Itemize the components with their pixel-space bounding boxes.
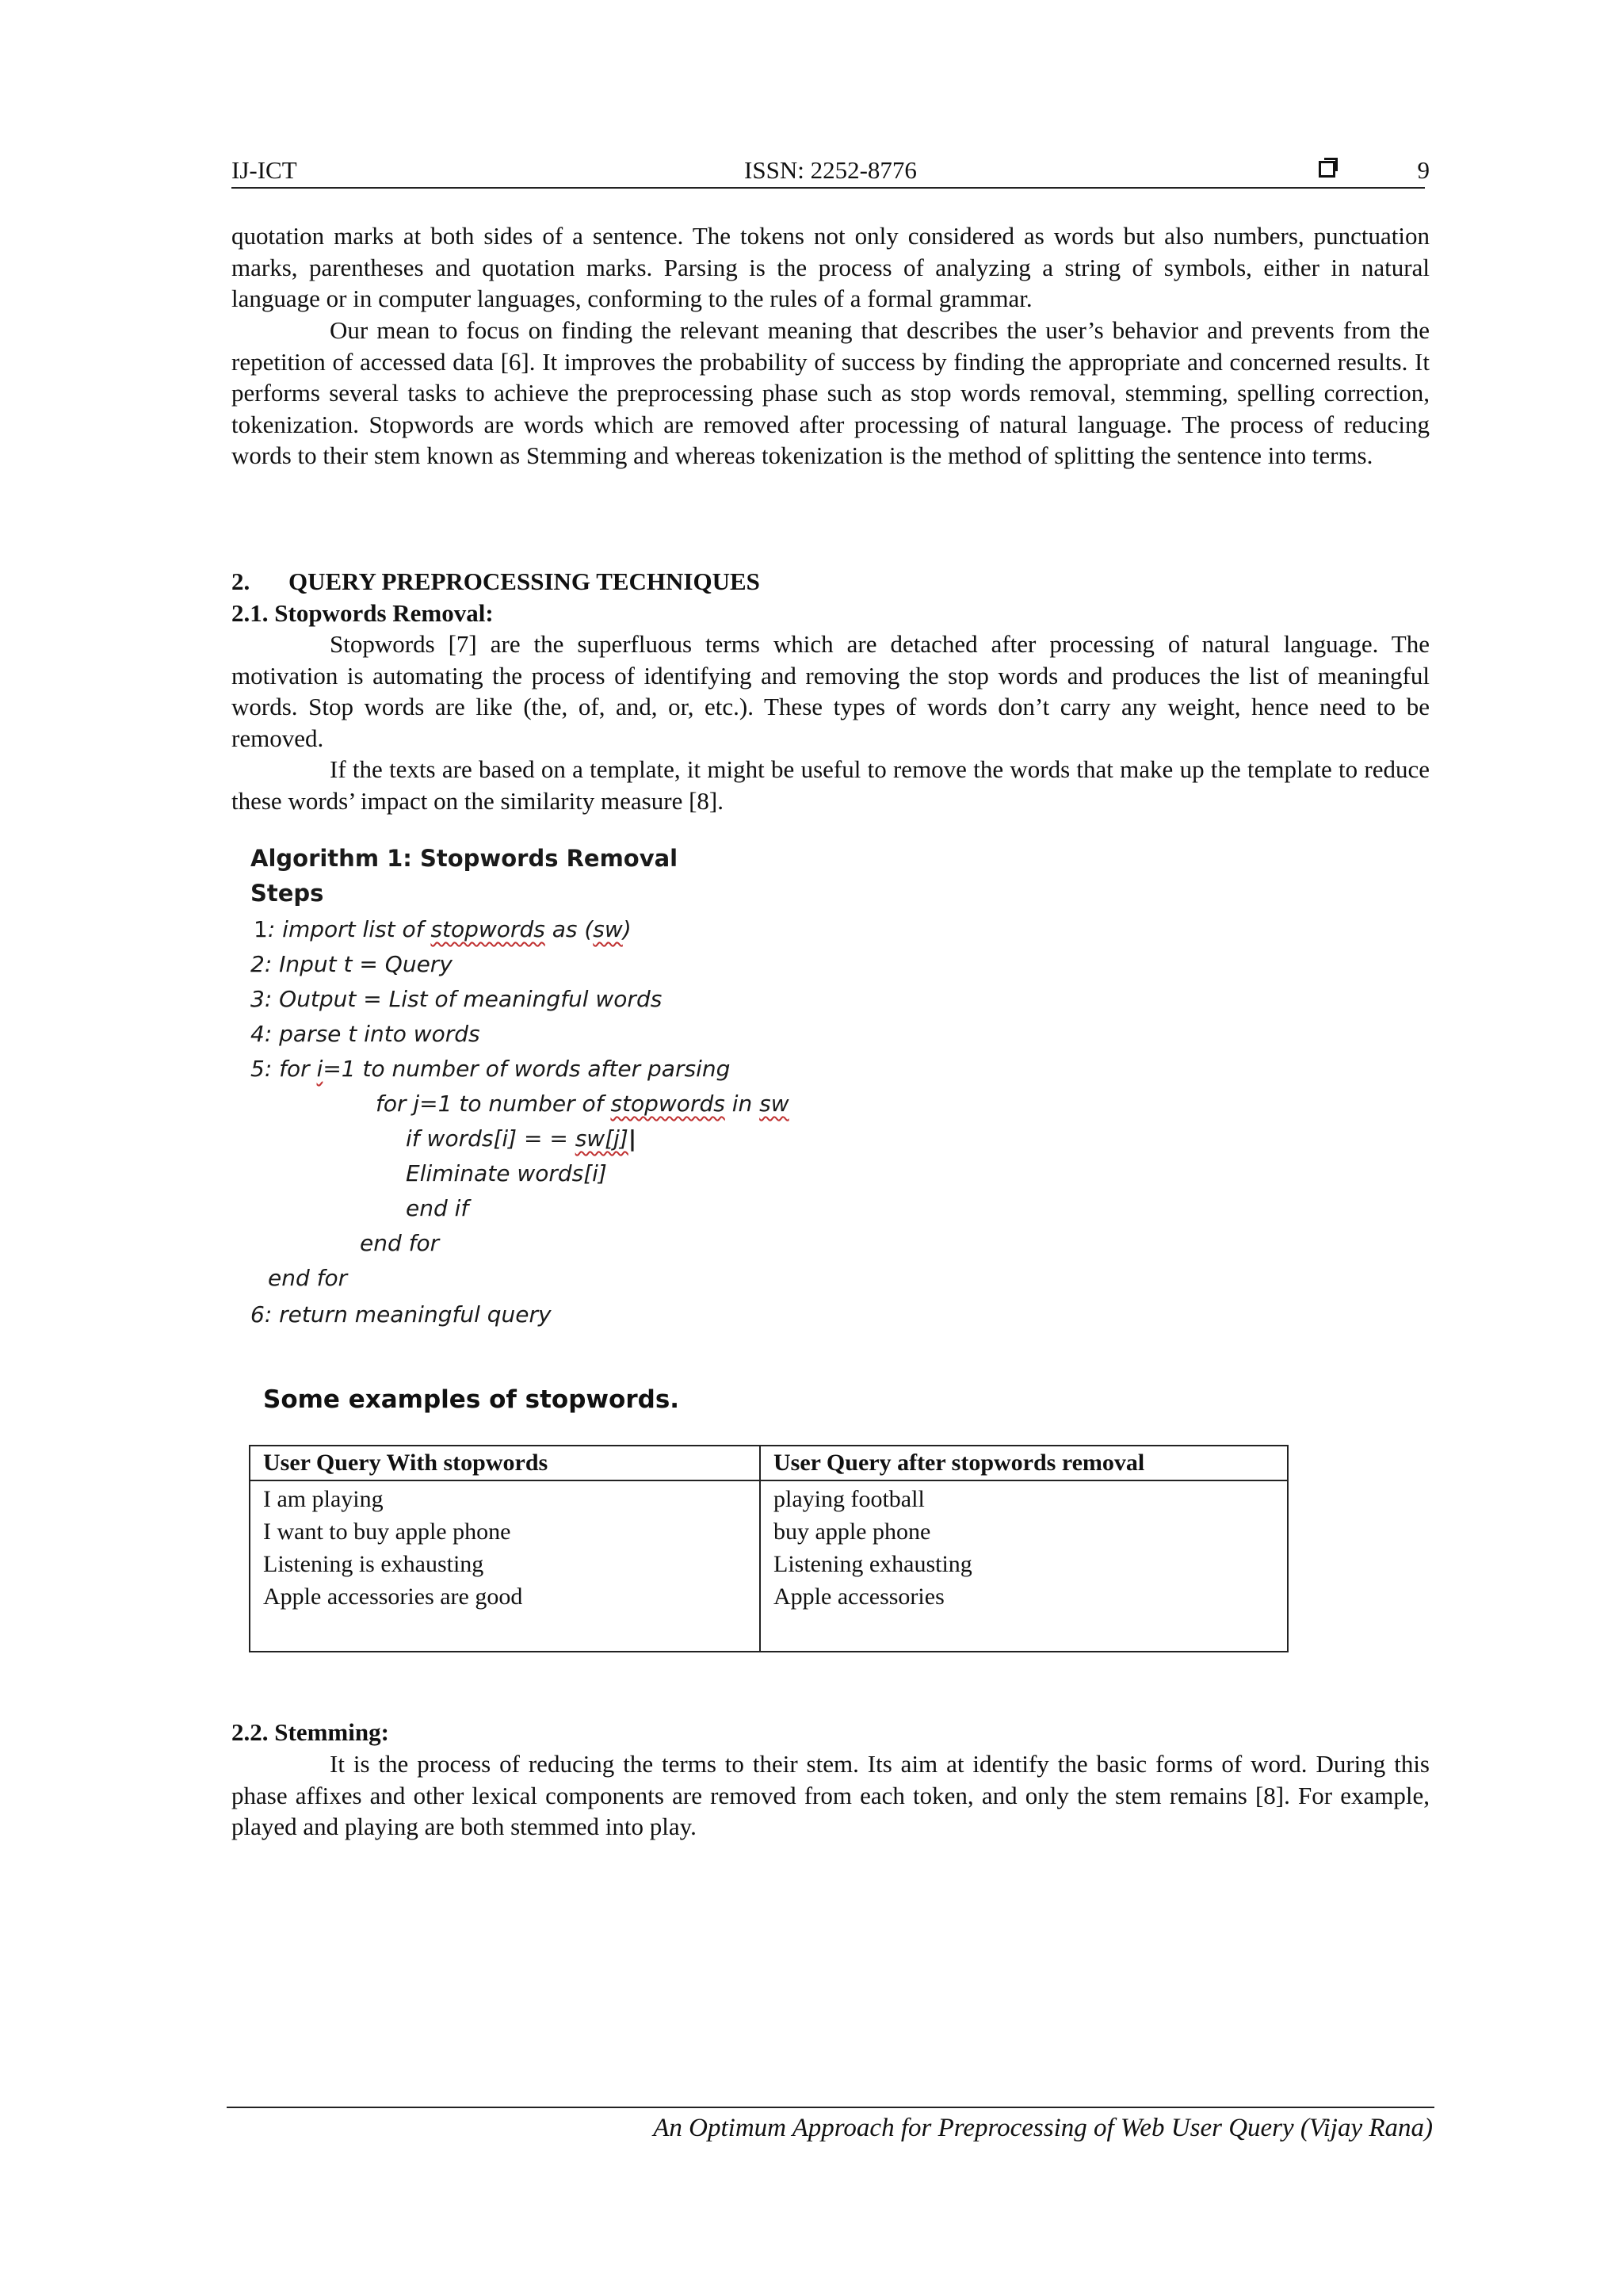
algorithm-condition: if words[i] = = sw[j]| xyxy=(406,1125,637,1152)
table-cell: I am playing xyxy=(263,1486,384,1512)
journal-name: IJ-ICT xyxy=(231,156,297,184)
header-rule xyxy=(231,187,1425,189)
section-heading xyxy=(231,566,760,598)
algorithm-step-1: 1: import list of stopwords as (sw) xyxy=(254,916,632,942)
algorithm-title: Algorithm 1: Stopwords Removal xyxy=(250,845,678,872)
table-header-with-stopwords: User Query With stopwords xyxy=(263,1450,548,1476)
table-cell: buy apple phone xyxy=(773,1519,931,1545)
algorithm-step-3: 3: Output = List of meaningful words xyxy=(250,986,663,1012)
text-cursor: | xyxy=(628,1125,637,1152)
algorithm-step-2: 2: Input t = Query xyxy=(250,951,453,977)
checkbox-square-icon xyxy=(1319,161,1335,178)
algorithm-end-if: end if xyxy=(406,1195,469,1221)
table-header-after-removal: User Query after stopwords removal xyxy=(773,1450,1145,1476)
subsection-heading-stemming: 2.2. Stemming: xyxy=(231,1718,389,1746)
page-number: 9 xyxy=(1417,156,1430,184)
table-column-with-stopwords xyxy=(263,1483,522,1613)
table-header-divider xyxy=(250,1480,1287,1481)
algorithm-inner-loop: for j=1 to number of stopwords in sw xyxy=(376,1091,789,1117)
intro-paragraph-1: quotation marks at both sides of a sentence. The tokens not only considered as words but also numbers, punctuation marks, parentheses and quotation marks. Parsing is the process of analyzing a string of symbols, either in natural language or in computer languages, conforming to the rules of a formal grammar. xyxy=(231,222,1430,313)
algorithm-step-6: 6: return meaningful query xyxy=(250,1301,552,1328)
footer-rule xyxy=(227,2107,1434,2108)
issn: ISSN: 2252-8776 xyxy=(744,156,917,184)
examples-caption: Some examples of stopwords. xyxy=(263,1385,680,1414)
algorithm-steps-label: Steps xyxy=(250,880,324,907)
stopwords-paragraph-2: If the texts are based on a template, it might be useful to remove the words that make up the template to reduce these words’ impact on the similarity measure [8]. xyxy=(231,755,1430,815)
algorithm-eliminate: Eliminate words[i] xyxy=(406,1160,607,1186)
algorithm-end-for-inner: end for xyxy=(360,1230,440,1256)
algorithm-step-5: 5: for i=1 to number of words after parsing xyxy=(250,1056,731,1082)
algorithm-step-4: 4: parse t into words xyxy=(250,1021,480,1047)
subsection-heading-stopwords: 2.1. Stopwords Removal: xyxy=(231,599,494,627)
table-cell: Apple accessories are good xyxy=(263,1584,523,1610)
table-column-after-removal xyxy=(773,1483,972,1613)
stemming-paragraph: It is the process of reducing the terms to their stem. Its aim at identify the basic forms of word. During this phase affixes and other lexical components are removed from each token, and only the stem remains [8]. For example, played and playing are both stemmed into play. xyxy=(231,1750,1430,1841)
table-cell: I want to buy apple phone xyxy=(263,1519,511,1545)
algorithm-end-for-outer: end for xyxy=(268,1265,348,1291)
section-number: 2. xyxy=(231,567,250,595)
table-cell: playing football xyxy=(773,1486,925,1512)
intro-paragraph-2: Our mean to focus on finding the relevant meaning that describes the user’s behavior and prevents from the repetition of accessed data [6]. It improves the probability of success by finding the appropriate and concerned results. It performs several tasks to achieve the preprocessing phase such as stop words removal, stemming, spelling correction, tokenization. Stopwords are words which are removed after processing of natural language. The process of reducing words to their stem known as Stemming and whereas tokenization is the method of splitting the sentence into terms. xyxy=(231,316,1430,470)
stopwords-examples-table xyxy=(249,1445,1289,1652)
stopwords-paragraph-1: Stopwords [7] are the superfluous terms which are detached after processing of natural language. The motivation is automating the process of identifying and removing the stop words and produces the list of meaningful words. Stop words are like (the, of, and, or, etc.). These types of words don’t carry any weight, hence need to be removed. xyxy=(231,630,1430,752)
table-column-divider xyxy=(759,1446,761,1651)
running-header xyxy=(231,155,1430,185)
table-cell: Apple accessories xyxy=(773,1584,945,1610)
section-title: QUERY PREPROCESSING TECHNIQUES xyxy=(288,567,760,595)
running-footer: An Optimum Approach for Preprocessing of Web User Query (Vijay Rana) xyxy=(653,2114,1433,2142)
table-cell: Listening exhausting xyxy=(773,1551,972,1577)
table-cell: Listening is exhausting xyxy=(263,1551,484,1577)
